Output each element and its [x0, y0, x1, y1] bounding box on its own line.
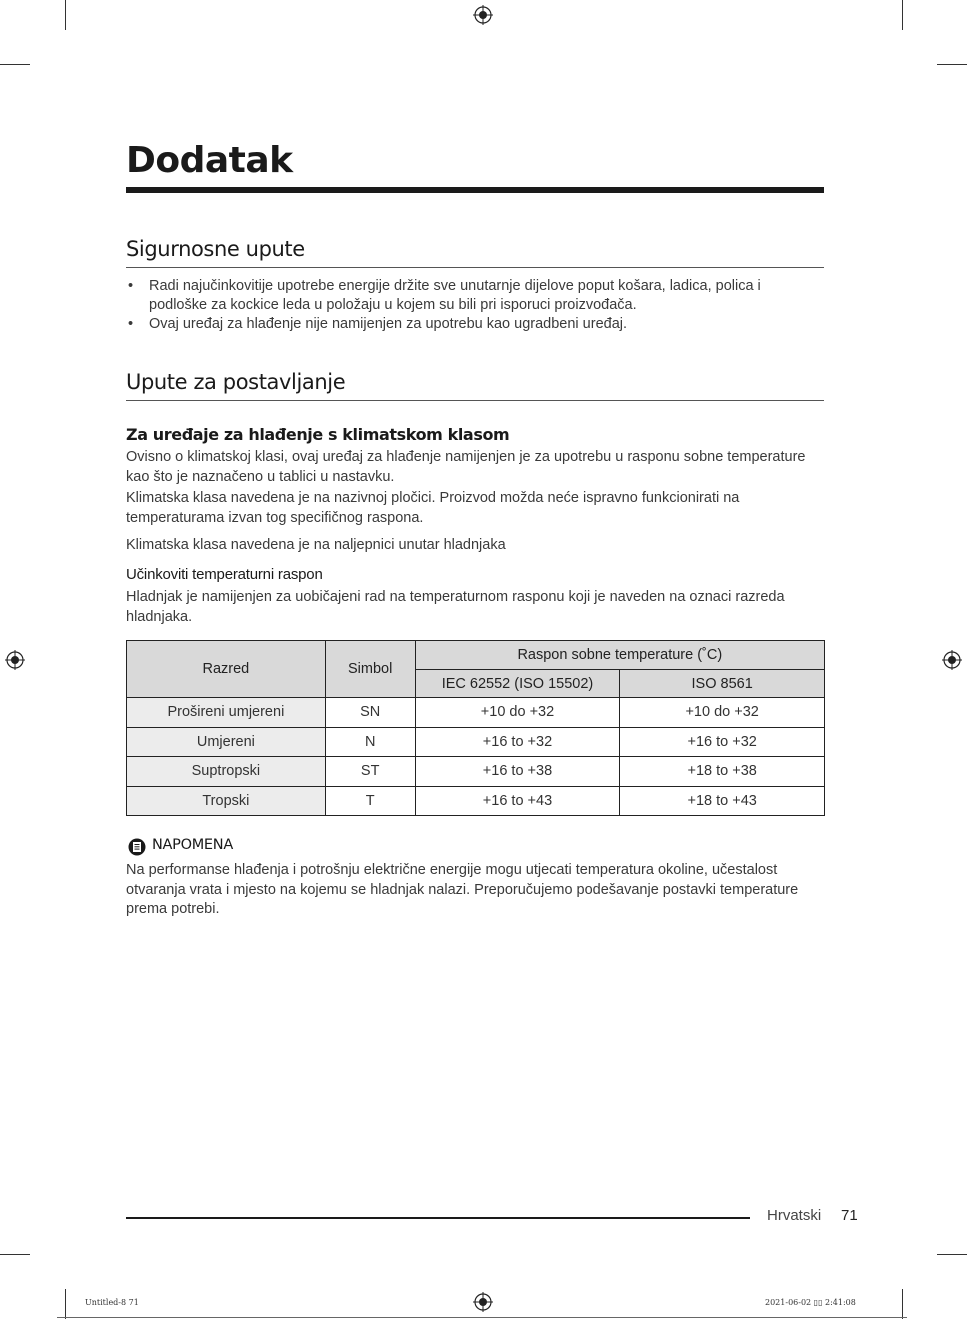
table-cell-iec: +16 to +38	[415, 757, 620, 787]
table-header-range: Raspon sobne temperature (˚C)	[415, 641, 824, 670]
table-cell-class: Tropski	[127, 786, 326, 816]
table-header-symbol: Simbol	[325, 641, 415, 698]
footer-rule	[126, 1217, 750, 1219]
table-cell-iec: +16 to +32	[415, 727, 620, 757]
print-slug-file: Untitled-8 71	[85, 1298, 139, 1307]
table-row	[127, 727, 825, 757]
paragraph: Klimatska klasa navedena je na naljepnici unutar hladnjaka	[126, 537, 506, 553]
slug-rule	[57, 1317, 907, 1318]
crop-mark	[65, 0, 66, 30]
subheading-temperature-range: Učinkoviti temperaturni raspon	[126, 566, 323, 583]
section-heading-safety: Sigurnosne upute	[126, 237, 305, 261]
paragraph: Hladnjak je namijenjen za uobičajeni rad na temperaturnom rasponu koji je naveden na oznaci razreda hladnjaka.	[126, 589, 785, 625]
crop-mark	[902, 0, 903, 30]
section-rule	[126, 400, 824, 401]
section-heading-install: Upute za postavljanje	[126, 370, 346, 394]
table-row	[127, 786, 825, 816]
crop-mark	[0, 1254, 30, 1255]
safety-bullet-list	[126, 277, 816, 334]
crop-mark	[937, 64, 967, 65]
table-cell-symbol: ST	[325, 757, 415, 787]
print-slug-timestamp: 2021-06-02 ▯▯ 2:41:08	[765, 1298, 856, 1307]
registration-mark-icon	[942, 650, 962, 670]
paragraph: Klimatska klasa navedena je na nazivnoj pločici. Proizvod možda neće ispravno funkcionirati na temperaturama izvan tog specifičnog raspona.	[126, 490, 740, 526]
table-cell-iso: +18 to +43	[620, 786, 825, 816]
registration-mark-icon	[5, 650, 25, 670]
crop-mark	[65, 1289, 66, 1319]
table-cell-iso: +10 do +32	[620, 698, 825, 728]
title-rule	[126, 187, 824, 193]
table-header-class: Razred	[127, 641, 326, 698]
crop-mark	[937, 1254, 967, 1255]
list-item: • Radi najučinkovitije upotrebe energije držite sve unutarnje dijelove poput košara, ladica, polica i podloške za kockice leda u položaju u kojem su bili pri isporuci proizvođača.	[126, 277, 816, 315]
footer-language: Hrvatski	[767, 1207, 822, 1224]
table-cell-iso: +18 to +38	[620, 757, 825, 787]
page-number: 71	[841, 1207, 858, 1224]
paragraph: Ovisno o klimatskoj klasi, ovaj uređaj za hlađenje namijenjen je za upotrebu u rasponu sobne temperature kao što je naznačeno u tablici u nastavku.	[126, 449, 806, 485]
table-row	[127, 698, 825, 728]
crop-mark	[0, 64, 30, 65]
table-cell-iec: +16 to +43	[415, 786, 620, 816]
note-text: Na performanse hlađenja i potrošnju električne energije mogu utjecati temperatura okoline, učestalost otvaranja vrata i mjesto na kojemu se hladnjak nalazi. Preporučujemo podešavanje postavki temperature prema potrebi.	[126, 862, 799, 917]
table-cell-class: Prošireni umjereni	[127, 698, 326, 728]
table-row	[127, 757, 825, 787]
table-cell-symbol: SN	[325, 698, 415, 728]
table-header-iec: IEC 62552 (ISO 15502)	[415, 670, 620, 698]
table-header-iso: ISO 8561	[620, 670, 825, 698]
registration-mark-icon	[473, 5, 493, 25]
note-icon	[128, 838, 146, 856]
table-cell-class: Suptropski	[127, 757, 326, 787]
table-cell-iec: +10 do +32	[415, 698, 620, 728]
page-title: Dodatak	[126, 140, 293, 181]
crop-mark	[902, 1289, 903, 1319]
registration-mark-icon	[473, 1292, 493, 1312]
climate-class-table	[126, 640, 825, 816]
note-label: NAPOMENA	[152, 837, 233, 853]
table-cell-iso: +16 to +32	[620, 727, 825, 757]
table-cell-symbol: N	[325, 727, 415, 757]
subheading-climate-class: Za uređaje za hlađenje s klimatskom klasom	[126, 425, 510, 444]
section-rule	[126, 267, 824, 268]
table-cell-symbol: T	[325, 786, 415, 816]
list-item: • Ovaj uređaj za hlađenje nije namijenjen za upotrebu kao ugradbeni uređaj.	[126, 315, 816, 334]
table-cell-class: Umjereni	[127, 727, 326, 757]
